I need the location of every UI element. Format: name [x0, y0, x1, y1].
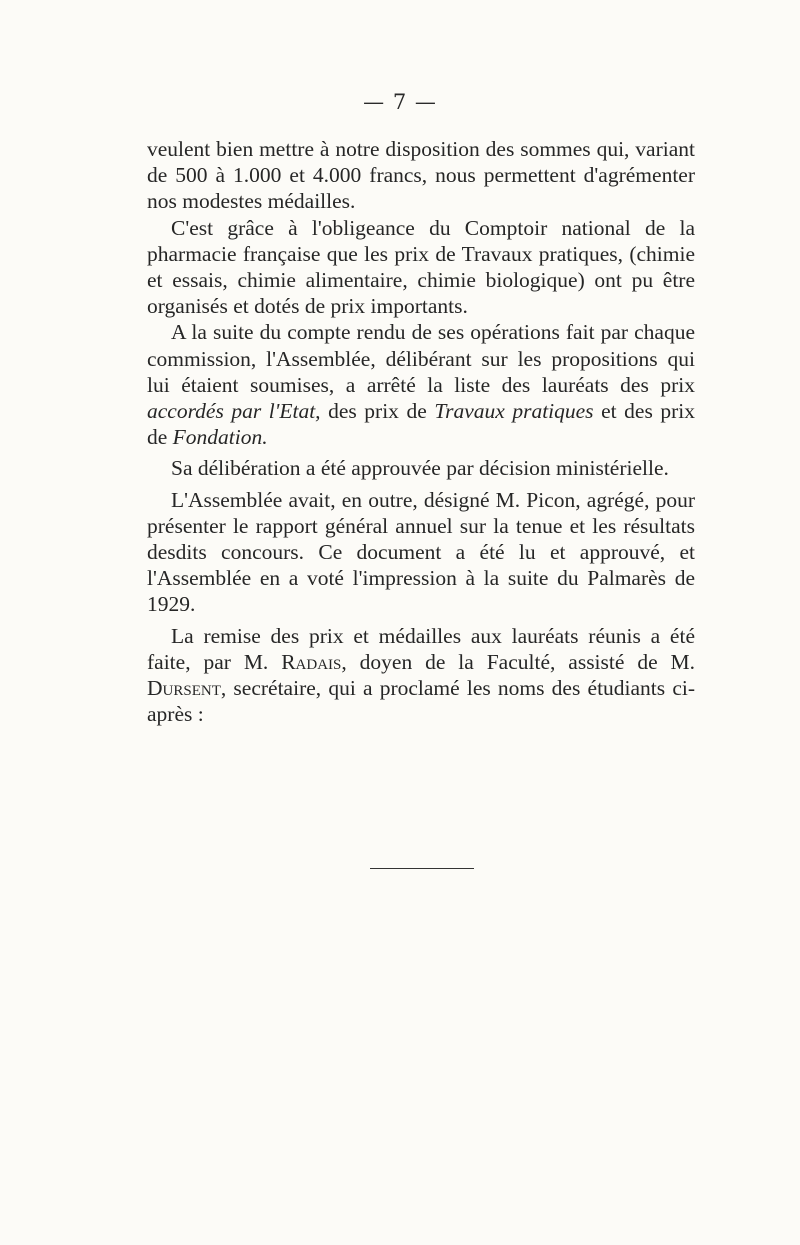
- paragraph-1: veulent bien mettre à notre disposition des sommes qui, variant de 500 à 1.000 et 4.000 francs, nous permettent d'agrémenter nos modestes médailles.: [147, 137, 695, 214]
- body-text: [147, 136, 695, 727]
- paragraph-3-italic-etat: accordés par l'Etat,: [147, 399, 321, 424]
- paragraph-3-part-5: et des prix de: [147, 399, 695, 450]
- paragraph-3-part-1: A la suite du compte rendu de ses opérations fait par chaque commission, l'Assemblée, délibérant sur les propositions qui lui étaient soumises, a arrêté la liste des lauréats des prix: [147, 320, 695, 397]
- paragraph-6-part-1: La remise des prix et médailles aux lauréats réunis a été faite, par M.: [147, 623, 695, 674]
- paragraph-4: Sa délibération a été approuvée par décision ministérielle.: [171, 456, 669, 481]
- paragraph-3-italic-travaux: Travaux pratiques: [434, 399, 594, 424]
- paragraph-6-part-3: , doyen de la Faculté, assisté de M.: [341, 649, 695, 674]
- paragraph-6-part-5: , secrétaire, qui a proclamé les noms des étudiants ci-après :: [147, 676, 695, 727]
- paragraph-3: [147, 319, 695, 450]
- paragraph-3-part-3: des prix de: [320, 399, 435, 424]
- paragraph-2: C'est grâce à l'obligeance du Comptoir national de la pharmacie française que les prix de Travaux pratiques, (chimie et essais, chimie alimentaire, chimie biologique) ont pu être organisés et dotés de prix importants.: [147, 215, 695, 319]
- name-dursent: Dursent: [147, 676, 221, 701]
- page-number: — 7 —: [363, 90, 437, 114]
- paragraph-5: L'Assemblée avait, en outre, désigné M. Picon, agrégé, pour présenter le rapport général annuel sur la tenue et les résultats desdits concours. Ce document a été lu et approuvé, et l'Assemblée en a voté l'impression à la suite du Palmarès de 1929.: [147, 487, 695, 617]
- paragraph-6: [147, 623, 695, 728]
- name-radais: Radais: [281, 649, 342, 674]
- section-divider: [370, 868, 474, 869]
- paragraph-3-italic-fondation: Fondation.: [172, 425, 268, 450]
